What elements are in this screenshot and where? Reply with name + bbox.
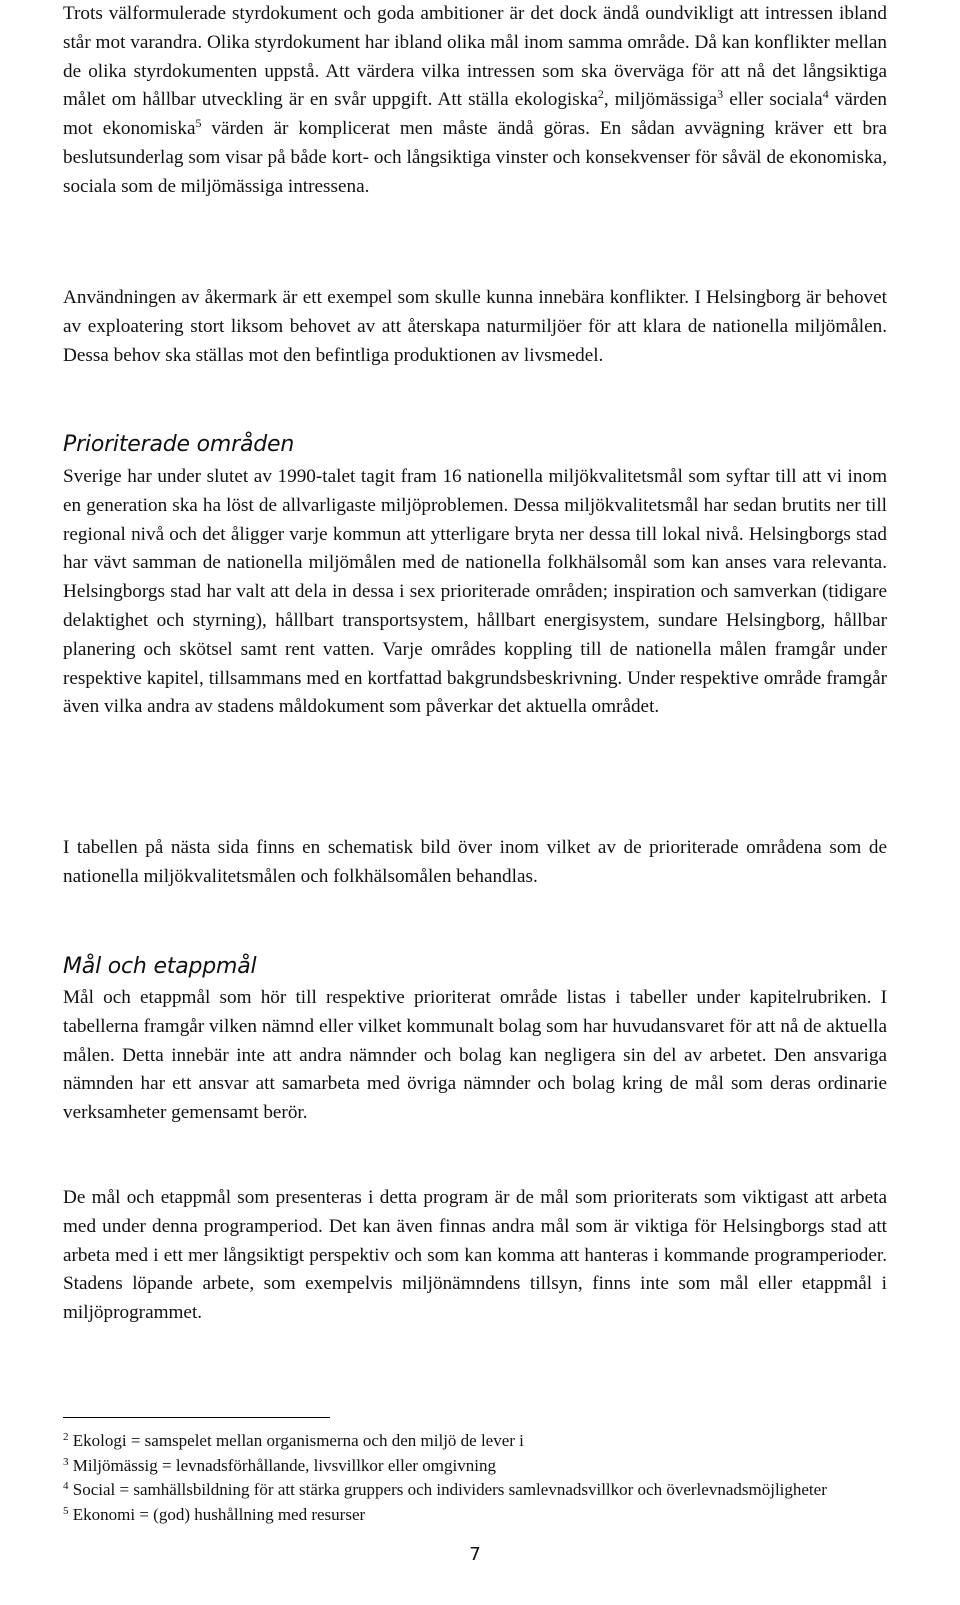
footnote-text: Ekonomi = (god) hushållning med resurser (68, 1504, 366, 1524)
footnote-3 (63, 1454, 960, 1479)
page-number: 7 (469, 1544, 481, 1565)
paragraph-text: , miljömässiga (603, 89, 718, 111)
footnote-text: Miljömässig = levnadsförhållande, livsvillkor eller omgivning (68, 1455, 496, 1475)
paragraph-table-reference: I tabellen på nästa sida finns en schematisk bild över inom vilket av de prioriterade områdena som de nationella miljökvalitetsmålen och folkhälsomålen behandlas. (63, 837, 887, 887)
paragraph-farmland: Användningen av åkermark är ett exempel som skulle kunna innebära konflikter. I Helsingborg är behovet av exploatering stort liksom behovet av att återskapa naturmiljöer för att klara de nationella miljömålen. Dessa behov ska ställas mot den befintliga produktionen av livsmedel. (63, 287, 887, 366)
footnote-number: 5 (63, 1504, 69, 1517)
paragraph-program-period: De mål och etappmål som presenteras i detta program är de mål som prioriterats som viktigast att arbeta med under denna programperiod. Det kan även finnas andra mål som är viktiga för Helsingborgs stad att arbeta med i ett mer långsiktigt perspektiv och som kan komma att hanteras i kommande programperioder. Stadens löpande arbete, som exempelvis miljönämndens tillsyn, finns inte som mål eller etappmål i miljöprogrammet. (63, 1187, 887, 1324)
footnote-ref-2[interactable]: 2 (597, 87, 604, 102)
paragraph-text: Trots välformulerade styrdokument och goda ambitioner är det dock ändå oundvikligt att intressen ibland står mot varandra. Olika styrdokument har ibland olika mål inom samma område. Då kan konflikter mellan de olika styrdokumenten uppstå. Att värdera vilka intressen som ska överväga för att nå det långsiktiga målet om hållbar utveckling är en svår uppgift. Att ställa ekologiska (63, 3, 887, 111)
footnote-text: Social = samhällsbildning för att stärka gruppers och individers samlevnadsvillkor och överlevnadsmöjligheter (68, 1480, 827, 1499)
footnote-ref-4[interactable]: 4 (822, 87, 829, 102)
footnote-number: 4 (63, 1480, 69, 1492)
paragraph-text: eller sociala (723, 89, 823, 111)
heading-prioritized-areas: Prioriterade områden (63, 432, 295, 457)
heading-goals-and-milestones: Mål och etappmål (63, 954, 257, 979)
footnote-2 (63, 1429, 960, 1454)
footnote-ref-3[interactable]: 3 (717, 87, 724, 102)
footnote-4 (63, 1478, 960, 1503)
footnote-number: 3 (63, 1455, 69, 1468)
paragraph-value-conflicts (63, 0, 887, 202)
footnotes (63, 1429, 960, 1527)
footnote-number: 2 (63, 1431, 69, 1443)
paragraph-text: värden mot ekonomiska (63, 89, 888, 140)
paragraph-responsibility: Mål och etappmål som hör till respektive prioriterat område listas i tabeller under kapitelrubriken. I tabellerna framgår vilken nämnd eller vilket kommunalt bolag som har huvudansvaret för att nå de aktuella målen. Detta innebär inte att andra nämnder och bolag kan negligera sin del av arbetet. Den ansvariga nämnden har ett ansvar att samarbeta med övriga nämnder och bolag kring de mål som deras ordinarie verksamheter gemensamt berör. (63, 987, 887, 1124)
footnote-text: Ekologi = samspelet mellan organismerna och den miljö de lever i (68, 1431, 524, 1450)
footnote-5 (63, 1503, 960, 1528)
paragraph-environmental-goals: Sverige har under slutet av 1990-talet tagit fram 16 nationella miljökvalitetsmål som syftar till att vi inom en generation ska ha löst de allvarligaste miljöproblemen. Dessa miljökvalitetsmål har sedan brutits ner till regional nivå och det åligger varje kommun att ytterligare bryta ner dessa till lokal nivå. Helsingborgs stad har vävt samman de nationella miljömålen med de nationella folkhälsomål som kan anses vara relevanta. Helsingborgs stad har valt att dela in dessa i sex prioriterade områden; inspiration och samverkan (tidigare delaktighet och styrning), hållbart transportsystem, hållbart energisystem, sundare Helsingborg, hållbar planering och skötsel samt rent vatten. Varje områdes koppling till de nationella målen framgår under respektive kapitel, tillsammans med en kortfattad bakgrundsbeskrivning. Under respektive område framgår även vilka andra av stadens måldokument som påverkar det aktuella området. (63, 466, 887, 718)
footnote-ref-5[interactable]: 5 (195, 116, 202, 131)
footnote-divider (63, 1417, 330, 1418)
paragraph-text: värden är komplicerat men måste ändå göras. En sådan avvägning kräver ett bra beslutsunderlag som visar på både kort- och långsiktiga vinster och konsekvenser för såväl de ekonomiska, sociala som de miljömässiga intressena. (63, 118, 887, 197)
